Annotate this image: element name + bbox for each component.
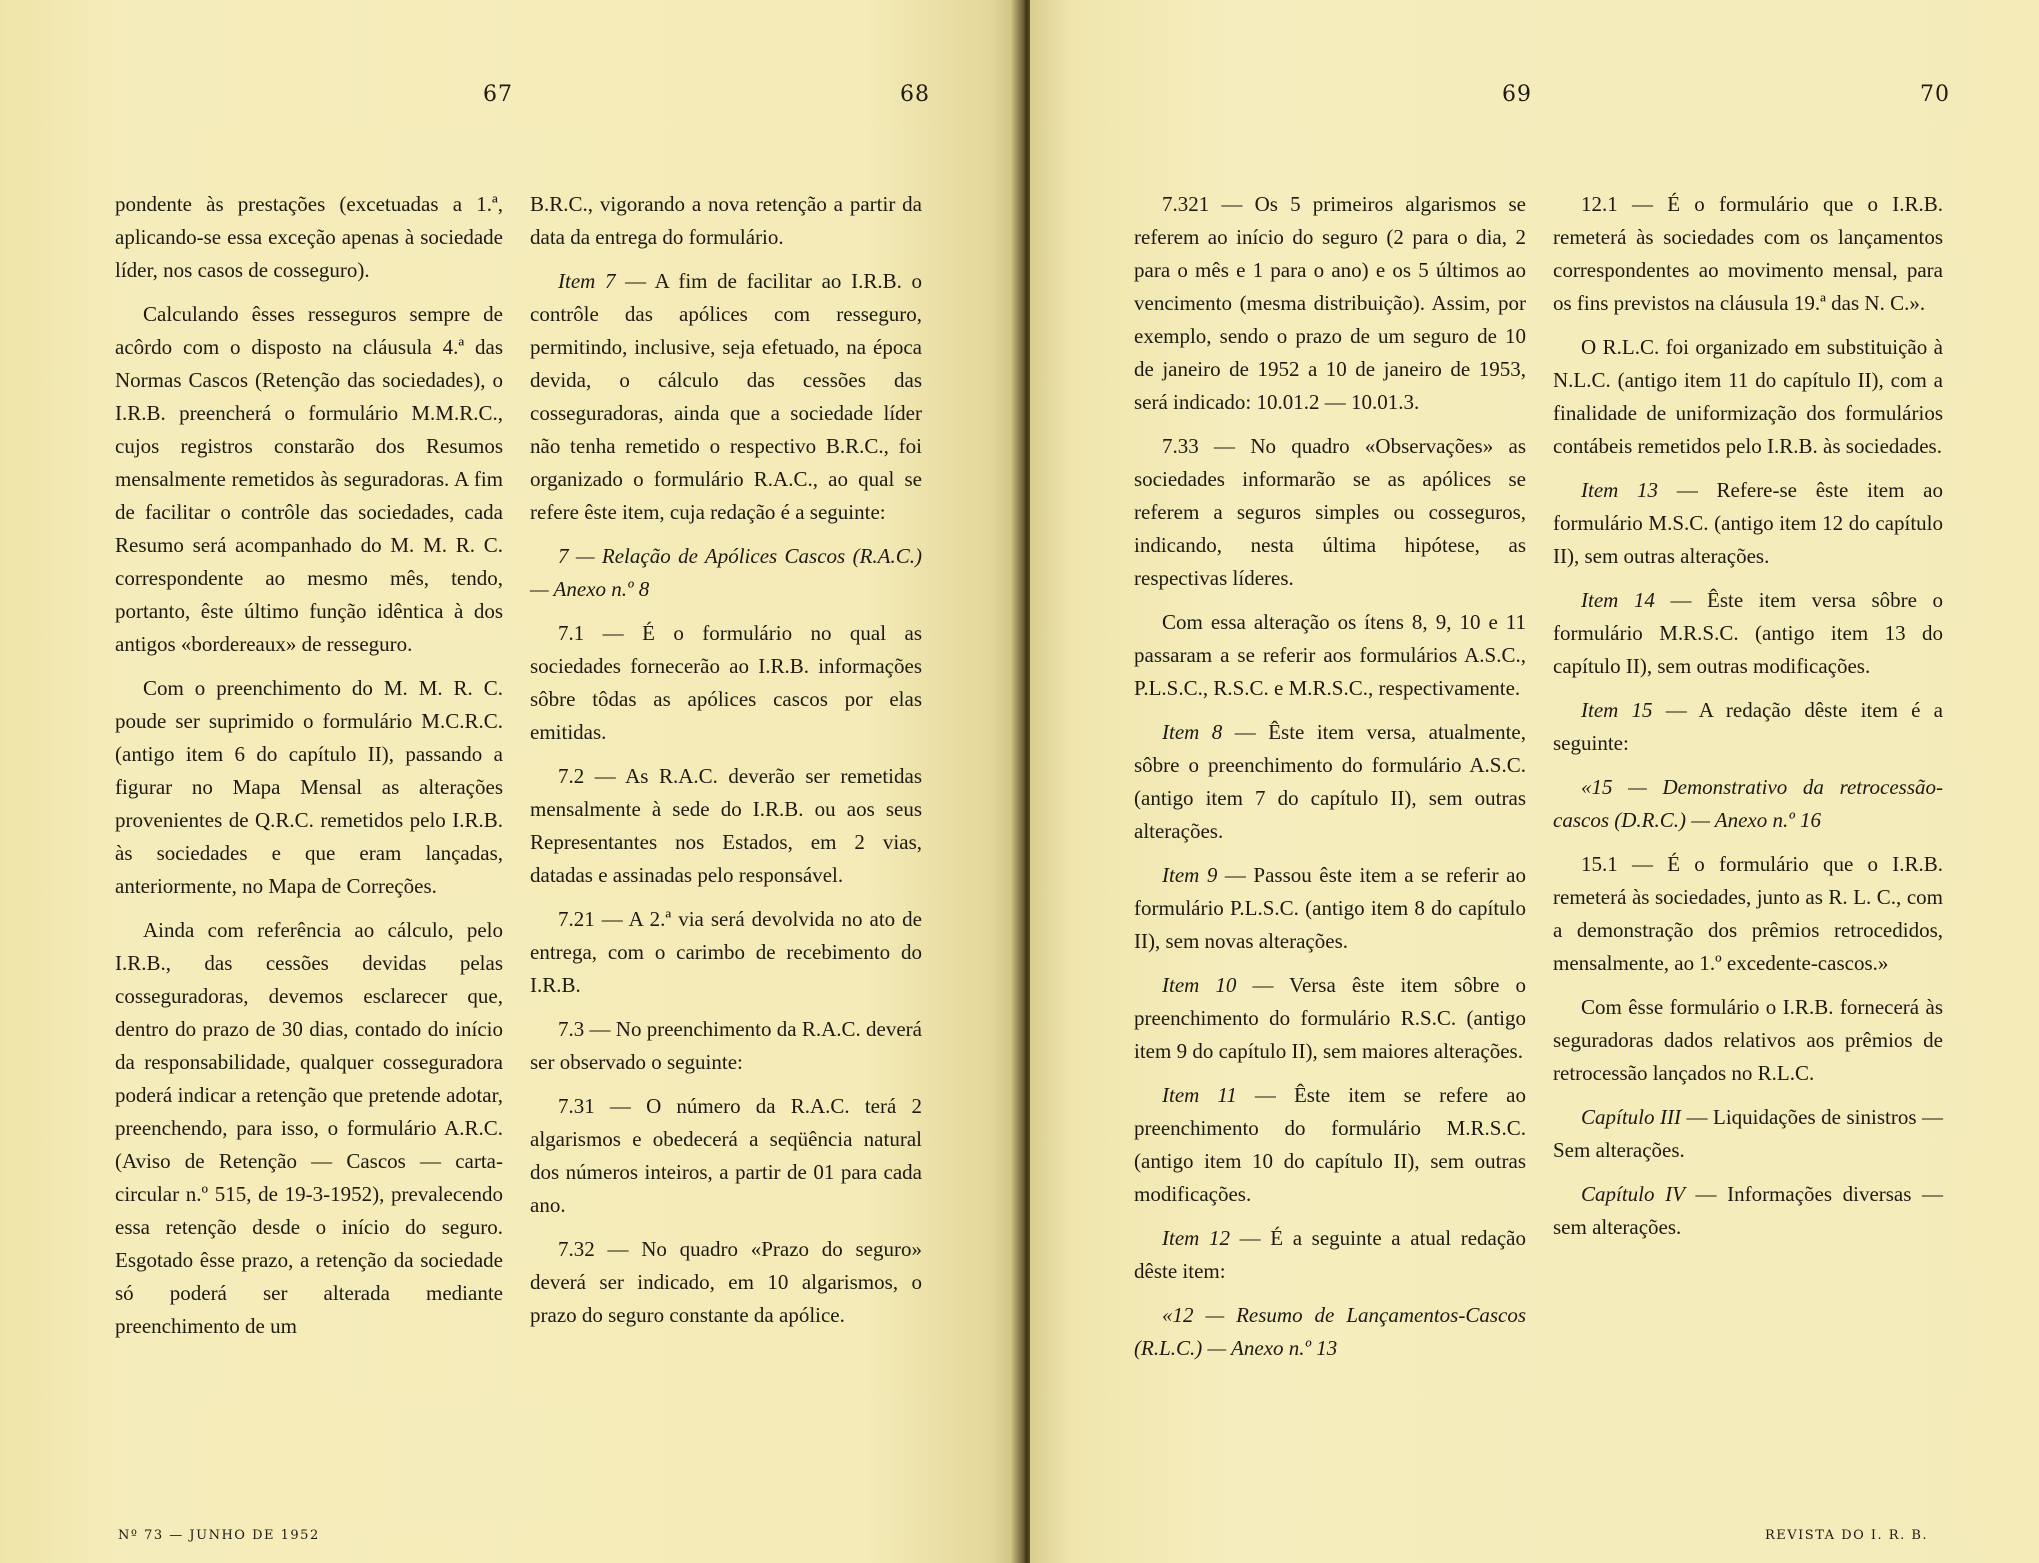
paragraph: Ainda com referência ao cálculo, pelo I.R.B., das cessões devidas pelas cosseguradoras, devemos esclarecer que, dentro do prazo de 30 dias, contado do início da responsabilidade, qualquer cosseguradora poderá indicar a retenção que pretende adotar, preenchendo, para isso, o formulário A.R.C. (Aviso de Retenção — Cascos — carta-circular n.º 515, de 19-3-1952), prevalecendo essa retenção desde o início do seguro. Esgotado êsse prazo, a retenção da sociedade só poderá ser alterada mediante preenchimento de um [115,918,503,1338]
section-title: «15 — Demonstrativo da retrocessão-cascos (D.R.C.) — Anexo n.º 16 [1553,775,1943,832]
paragraph [1134,1079,1526,1211]
item-label: Item 8 [1162,720,1223,744]
paragraph [1134,859,1526,958]
item-label: Item 12 [1162,1226,1230,1250]
paragraph-text: — A redação dêste item é a seguinte: [1553,698,1943,755]
item-label: Item 15 [1581,698,1653,722]
paragraph-text: — Liquidações de sinistros — Sem alterações. [1553,1105,1944,1162]
footer-journal: REVISTA DO I. R. B. [1765,1528,1929,1543]
paragraph: Com êsse formulário o I.R.B. fornecerá às seguradoras dados relativos aos prêmios de retrocessão lançados no R.L.C. [1553,995,1943,1085]
page-number-70: 70 [1920,82,1950,107]
paragraph [530,265,922,529]
item-label: Item 11 [1162,1083,1237,1107]
paragraph [1553,474,1943,573]
paragraph-text: — É a seguinte a atual redação dêste item: [1134,1226,1526,1283]
paragraph-text: — Refere-se êste item ao formulário M.S.C. (antigo item 12 do capítulo II), sem outras alterações. [1553,478,1943,568]
chapter-label: Capítulo IV [1581,1182,1685,1206]
paragraph-text: — Êste item se refere ao preenchimento do formulário M.R.S.C. (antigo item 10 do capítulo II), sem outras modificações. [1134,1083,1526,1206]
item-label: Item 13 [1581,478,1659,502]
chapter-label: Capítulo III [1581,1105,1681,1129]
paragraph: pondente às prestações (excetuadas a 1.ª, aplicando-se essa exceção apenas à sociedade líder, nos casos de cosseguro). [115,192,503,282]
page-number-69: 69 [1502,82,1532,107]
paragraph [1134,969,1526,1068]
paragraph: Calculando êsses resseguros sempre de acôrdo com o disposto na cláusula 4.ª das Normas Cascos (Retenção das sociedades), o I.R.B. preencherá o formulário M.M.R.C., cujos registros constarão dos Resumos mensalmente remetidos às seguradoras. A fim de facilitar o contrôle das sociedades, cada Resumo será acompanhado do M. M. R. C. correspondente ao mesmo mês, tendo, portanto, êste último função idêntica à dos antigos «bordereaux» de resseguro. [115,302,503,656]
paragraph [1134,716,1526,848]
section-title: «12 — Resumo de Lançamentos-Cascos (R.L.C.) — Anexo n.º 13 [1134,1303,1526,1360]
paragraph: 7.32 — No quadro «Prazo do seguro» deverá ser indicado, em 10 algarismos, o prazo do seguro constante da apólice. [530,1237,922,1327]
item-label: Item 7 [558,269,616,293]
paragraph-text: — Versa êste item sôbre o preenchimento do formulário R.S.C. (antigo item 9 do capítulo II), sem maiores alterações. [1134,973,1526,1063]
item-label: Item 9 [1162,863,1218,887]
paragraph: B.R.C., vigorando a nova retenção a partir da data da entrega do formulário. [530,192,922,249]
paragraph: Com essa alteração os ítens 8, 9, 10 e 11 passaram a se referir aos formulários A.S.C., P.L.S.C., R.S.C. e M.R.S.C., respectivamente. [1134,610,1526,700]
paragraph [1553,1178,1943,1244]
section-title: 7 — Relação de Apólices Cascos (R.A.C.) — Anexo n.º 8 [530,544,922,601]
paragraph: 7.21 — A 2.ª via será devolvida no ato de entrega, com o carimbo de recebimento do I.R.B. [530,907,922,997]
paragraph: Com o preenchimento do M. M. R. C. poude ser suprimido o formulário M.C.R.C. (antigo item 6 do capítulo II), passando a figurar no Mapa Mensal as alterações provenientes de Q.R.C. remetidos pelo I.R.B. às sociedades e que eram lançadas, anteriormente, no Mapa de Correções. [115,676,503,898]
paragraph: O R.L.C. foi organizado em substituição à N.L.C. (antigo item 11 do capítulo II), com a finalidade de uniformização dos formulários contábeis remetidos pelo I.R.B. às sociedades. [1553,335,1943,458]
paragraph: 15.1 — É o formulário que o I.R.B. remeterá às sociedades, junto as R. L. C., com a demonstração dos prêmios retrocedidos, mensalmente, ao 1.º excedente-cascos.» [1553,852,1943,975]
paragraph [1553,694,1943,760]
paragraph-text: — Informações diversas — sem alterações. [1553,1182,1943,1239]
text-column-2 [530,188,922,1343]
paragraph [1553,1101,1943,1167]
page-number-68: 68 [900,82,930,107]
text-column-3 [1134,188,1526,1376]
paragraph: 7.1 — É o formulário no qual as sociedades fornecerão ao I.R.B. informações sôbre tôdas as apólices cascos por elas emitidas. [530,621,922,744]
paragraph [1553,584,1943,683]
text-column-4 [1553,188,1943,1255]
paragraph-text: — Êste item versa, atualmente, sôbre o preenchimento do formulário A.S.C. (antigo item 7 do capítulo II), sem outras alterações. [1134,720,1526,843]
right-page [1030,0,2039,1563]
paragraph-text: — Passou êste item a se referir ao formulário P.L.S.C. (antigo item 8 do capítulo II), sem novas alterações. [1134,863,1526,953]
paragraph: 7.31 — O número da R.A.C. terá 2 algarismos e obedecerá a seqüência natural dos números inteiros, a partir de 01 para cada ano. [530,1094,922,1217]
item-label: Item 10 [1162,973,1237,997]
paragraph: 7.3 — No preenchimento da R.A.C. deverá ser observado o seguinte: [530,1017,922,1074]
paragraph: 7.2 — As R.A.C. deverão ser remetidas mensalmente à sede do I.R.B. ou aos seus Representantes nos Estados, em 2 vias, datadas e assinadas pelo responsável. [530,764,922,887]
paragraph: 7.321 — Os 5 primeiros algarismos se referem ao início do seguro (2 para o dia, 2 para o mês e 1 para o ano) e os 5 últimos ao vencimento (mesma distribuição). Assim, por exemplo, sendo o prazo de um seguro de 10 de janeiro de 1952 a 10 de janeiro de 1953, será indicado: 10.01.2 — 10.01.3. [1134,192,1526,414]
item-label: Item 14 [1581,588,1655,612]
paragraph [1134,1222,1526,1288]
paragraph: 12.1 — É o formulário que o I.R.B. remeterá às sociedades com os lançamentos correspondentes ao movimento mensal, para os fins previstos na cláusula 19.ª das N. C.». [1553,192,1943,315]
paragraph: 7.33 — No quadro «Observações» as sociedades informarão se as apólices se referem a seguros simples ou cosseguros, indicando, nesta última hipótese, as respectivas líderes. [1134,434,1526,590]
text-column-1 [115,188,503,1354]
paragraph-text: — A fim de facilitar ao I.R.B. o contrôle das apólices com resseguro, permitindo, inclusive, seja efetuado, na época devida, o cálculo das cessões das cosseguradoras, ainda que a sociedade líder não tenha remetido o respectivo B.R.C., foi organizado o formulário R.A.C., ao qual se refere êste item, cuja redação é a seguinte: [530,269,922,524]
paragraph-text: — Êste item versa sôbre o formulário M.R.S.C. (antigo item 13 do capítulo II), sem outras modificações. [1553,588,1943,678]
page-number-67: 67 [483,82,513,107]
footer-issue: Nº 73 — JUNHO DE 1952 [118,1528,320,1543]
